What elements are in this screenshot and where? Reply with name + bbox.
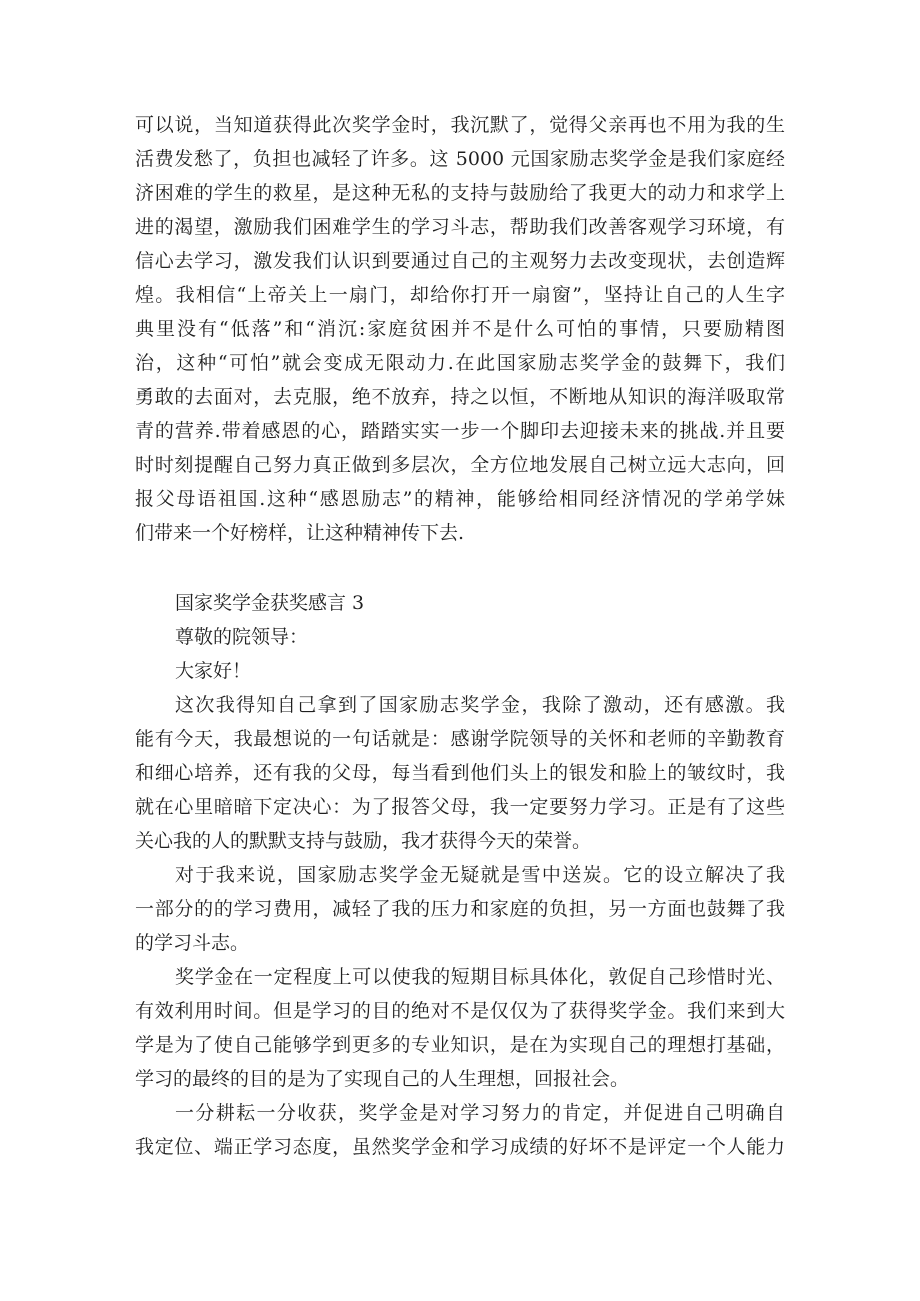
greeting: 大家好！ — [175, 660, 252, 682]
body-text-line: 活费发愁了，负担也减轻了许多。这 5000 元国家励志奖学金是我们家庭经 — [135, 148, 785, 170]
body-text-line: 们带来一个好榜样，让这种精神传下去. — [135, 522, 465, 544]
body-text-line: 和细心培养，还有我的父母，每当看到他们头上的银发和脸上的皱纹时，我 — [135, 762, 785, 784]
body-text-line: 我定位、端正学习态度，虽然奖学金和学习成绩的好坏不是评定一个人能力 — [135, 1136, 785, 1158]
body-text-line: 一部分的的学习费用，减轻了我的压力和家庭的负担，另一方面也鼓舞了我 — [135, 898, 785, 920]
body-text-line: 关心我的人的默默支持与鼓励，我才获得今天的荣誉。 — [135, 830, 592, 852]
section-title: 国家奖学金获奖感言 3 — [175, 592, 365, 614]
body-text-line: 进的渴望，激励我们困难学生的学习斗志，帮助我们改善客观学习环境，有 — [135, 216, 785, 238]
body-text-line: 青的营养.带着感恩的心，踏踏实实一步一个脚印去迎接未来的挑战.并且要 — [135, 420, 785, 442]
body-text-line: 就在心里暗暗下定决心：为了报答父母，我一定要努力学习。正是有了这些 — [135, 796, 785, 818]
body-text-line: 有效利用时间。但是学习的目的绝对不是仅仅为了获得奖学金。我们来到大 — [135, 1000, 785, 1022]
body-text-line: 能有今天，我最想说的一句话就是：感谢学院领导的关怀和老师的辛勤教育 — [135, 728, 785, 750]
body-text-line: 一分耕耘一分收获，奖学金是对学习努力的肯定，并促进自己明确自 — [175, 1102, 785, 1124]
body-text-line: 奖学金在一定程度上可以使我的短期目标具体化，敦促自己珍惜时光、 — [175, 966, 785, 988]
body-text-line: 的学习斗志。 — [135, 932, 250, 954]
body-text-line: 报父母语祖国.这种“感恩励志”的精神，能够给相同经济情况的学弟学妹 — [135, 488, 785, 510]
body-text-line: 济困难的学生的救星，是这种无私的支持与鼓励给了我更大的动力和求学上 — [135, 182, 785, 204]
body-text-line: 时时刻提醒自己努力真正做到多层次，全方位地发展自己树立远大志向，回 — [135, 454, 785, 476]
body-text-line: 学是为了使自己能够学到更多的专业知识，是在为实现自己的理想打基础， — [135, 1034, 785, 1056]
body-text-line: 学习的最终的目的是为了实现自己的人生理想，回报社会。 — [135, 1068, 630, 1090]
body-text-line: 可以说，当知道获得此次奖学金时，我沉默了，觉得父亲再也不用为我的生 — [135, 114, 785, 136]
body-text-line: 治，这种“可怕”就会变成无限动力.在此国家励志奖学金的鼓舞下，我们 — [135, 352, 785, 374]
body-text-line: 这次我得知自己拿到了国家励志奖学金，我除了激动，还有感激。我 — [175, 694, 785, 716]
body-text-line: 对于我来说，国家励志奖学金无疑就是雪中送炭。它的设立解决了我 — [175, 864, 785, 886]
salutation: 尊敬的院领导： — [175, 626, 309, 648]
body-text-line: 勇敢的去面对，去克服，绝不放弃，持之以恒，不断地从知识的海洋吸取常 — [135, 386, 785, 408]
body-text-line: 典里没有“低落”和“消沉:家庭贫困并不是什么可怕的事情，只要励精图 — [135, 318, 785, 340]
body-text-line: 煌。我相信“上帝关上一扇门，却给你打开一扇窗”，坚持让自己的人生字 — [135, 284, 785, 306]
body-text-line: 信心去学习，激发我们认识到要通过自己的主观努力去改变现状，去创造辉 — [135, 250, 785, 272]
